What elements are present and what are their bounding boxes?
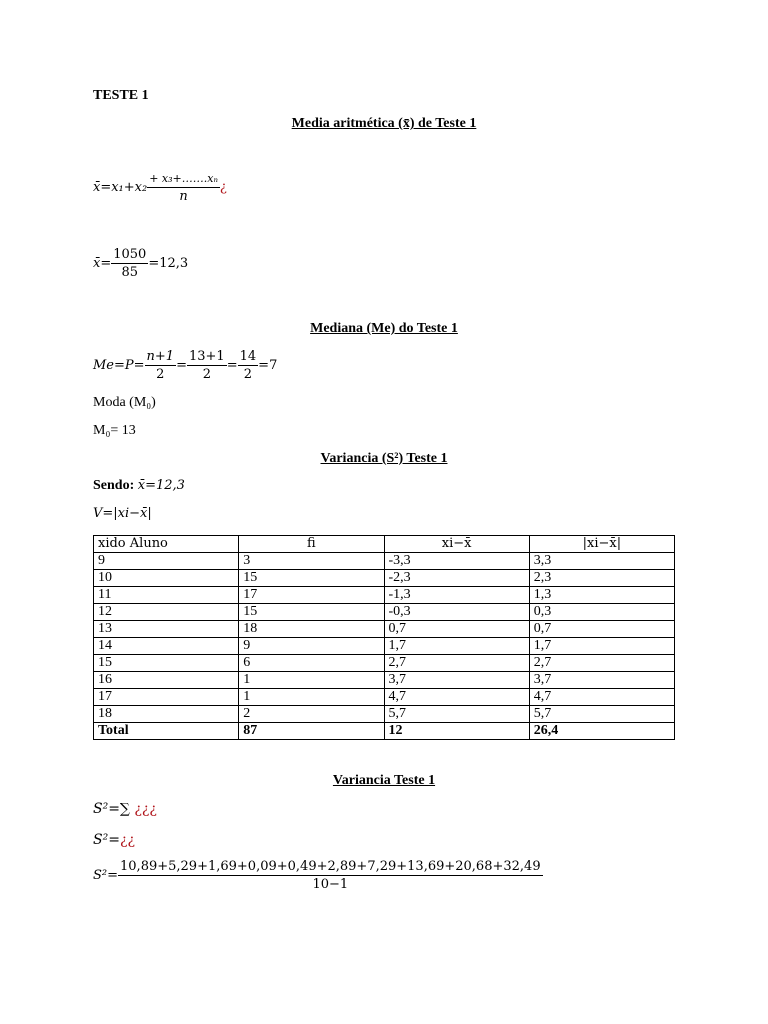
- table-row: [94, 587, 675, 604]
- median-f2-num: 13+1: [189, 349, 225, 364]
- table-row: [94, 655, 675, 672]
- median-equals-2: =: [226, 358, 238, 373]
- table-cell: 12: [94, 604, 239, 621]
- table-row: [94, 604, 675, 621]
- document-title: TESTE 1: [93, 88, 149, 103]
- table-cell: 4,7: [384, 689, 529, 706]
- median-fraction-2: [187, 348, 227, 383]
- table-cell: 11: [94, 587, 239, 604]
- header-fi: fi: [239, 536, 384, 553]
- table-cell: 3,7: [529, 672, 674, 689]
- s2-line-3-fraction: [118, 858, 543, 893]
- table-cell: 2,3: [529, 570, 674, 587]
- table-cell: 1,3: [529, 587, 674, 604]
- table-cell: 14: [94, 638, 239, 655]
- table-cell: 0,7: [384, 621, 529, 638]
- total-deviation: 12: [384, 723, 529, 740]
- frequency-table: [93, 535, 675, 740]
- table-cell: 16: [94, 672, 239, 689]
- median-fraction-1: [145, 348, 177, 383]
- total-abs-deviation: 26,4: [529, 723, 674, 740]
- mean-value-numerator: 1050: [113, 247, 147, 262]
- mode-value: M₀= 13: [93, 423, 136, 438]
- median-result: =7: [258, 358, 278, 373]
- table-cell: 10: [94, 570, 239, 587]
- table-header-row: [94, 536, 675, 553]
- total-label: Total: [94, 723, 239, 740]
- v-formula-text: V=|xi−x̄|: [93, 506, 152, 521]
- table-cell: 15: [94, 655, 239, 672]
- sendo-label: Sendo:: [93, 478, 135, 493]
- table-cell: 6: [239, 655, 384, 672]
- variance-s2-heading-text: Variancia (S²) Teste 1: [320, 451, 448, 466]
- s2-line-3: [93, 858, 543, 893]
- median-heading: [0, 321, 768, 337]
- table-cell: -2,3: [384, 570, 529, 587]
- mean-value-fraction: [111, 246, 148, 281]
- table-cell: 2,7: [529, 655, 674, 672]
- s2-line-1-lhs: S²=∑: [93, 801, 130, 817]
- variance-s2-heading: [0, 451, 768, 467]
- mean-general-numerator: + x₃+…….xₙ: [147, 170, 220, 188]
- total-fi: 87: [239, 723, 384, 740]
- table-cell: 5,7: [529, 706, 674, 723]
- s2-line-2: [93, 832, 135, 848]
- mean-value-lhs: x̄=: [93, 256, 112, 271]
- table-cell: -3,3: [384, 553, 529, 570]
- table-cell: 1: [239, 689, 384, 706]
- table-cell: 15: [239, 604, 384, 621]
- median-f1-num: n+1: [146, 349, 175, 364]
- median-heading-text: Mediana (Me) do Teste 1: [310, 321, 458, 336]
- table-cell: 1: [239, 672, 384, 689]
- table-row: [94, 553, 675, 570]
- median-equals-1: =: [176, 358, 187, 373]
- mean-general-denominator: n: [179, 189, 188, 204]
- table-cell: 15: [239, 570, 384, 587]
- table-cell: 0,7: [529, 621, 674, 638]
- median-f3-den: 2: [243, 367, 253, 382]
- variance-heading-text: Variancia Teste 1: [332, 773, 436, 788]
- s2-line-3-denominator: 10−1: [312, 877, 349, 892]
- table-cell: -1,3: [384, 587, 529, 604]
- sendo-line: [93, 478, 185, 494]
- table-cell: 18: [94, 706, 239, 723]
- table-cell: 3,3: [529, 553, 674, 570]
- mean-value-formula: [93, 246, 188, 281]
- table-cell: 5,7: [384, 706, 529, 723]
- mean-heading-text: Media aritmética (x̄) de Teste 1: [291, 116, 477, 131]
- table-cell: -0,3: [384, 604, 529, 621]
- mean-general-fraction: [147, 170, 220, 205]
- mean-value-denominator: 85: [121, 265, 139, 280]
- s2-line-2-red: ¿¿: [119, 832, 135, 848]
- table-row: [94, 621, 675, 638]
- median-fraction-3: [238, 348, 259, 383]
- table-cell: 4,7: [529, 689, 674, 706]
- table-cell: 2,7: [384, 655, 529, 672]
- table-cell: 3: [239, 553, 384, 570]
- median-lhs: Me=P=: [93, 358, 145, 373]
- mean-value-rhs: =12,3: [148, 256, 189, 271]
- s2-line-2-lhs: S²=: [93, 832, 120, 848]
- mean-heading: [0, 116, 768, 132]
- table-total-row: [94, 723, 675, 740]
- mean-general-formula: [93, 170, 227, 205]
- table-cell: 13: [94, 621, 239, 638]
- s2-line-1: [93, 801, 157, 817]
- header-deviation: xi−x̄: [384, 536, 529, 553]
- s2-line-3-numerator: 10,89+5,29+1,69+0,09+0,49+2,89+7,29+13,69+20,68+32,49: [120, 859, 541, 874]
- table-row: [94, 689, 675, 706]
- median-f3-num: 14: [239, 349, 257, 364]
- variance-heading: [0, 773, 768, 789]
- table-row: [94, 672, 675, 689]
- table-cell: 18: [239, 621, 384, 638]
- header-abs-deviation: |xi−x̄|: [529, 536, 674, 553]
- median-f2-den: 2: [202, 367, 211, 382]
- table-cell: 17: [94, 689, 239, 706]
- mean-general-lhs: x̄=x₁+x₂: [93, 180, 148, 195]
- median-formula: [93, 348, 277, 383]
- table-cell: 9: [94, 553, 239, 570]
- table-cell: 0,3: [529, 604, 674, 621]
- table-cell: 1,7: [529, 638, 674, 655]
- s2-line-3-lhs: S²=: [93, 868, 119, 883]
- table-row: [94, 706, 675, 723]
- table-cell: 17: [239, 587, 384, 604]
- table-row: [94, 638, 675, 655]
- table-cell: 9: [239, 638, 384, 655]
- table-cell: 1,7: [384, 638, 529, 655]
- median-f1-den: 2: [156, 367, 165, 382]
- s2-line-1-red: ¿¿¿: [134, 801, 157, 817]
- table-cell: 3,7: [384, 672, 529, 689]
- mode-label: Moda (M₀): [93, 395, 156, 410]
- table-row: [94, 570, 675, 587]
- table-cell: 2: [239, 706, 384, 723]
- v-formula: [93, 506, 152, 522]
- sendo-value: x̄=12,3: [137, 478, 185, 493]
- mean-general-tail: ¿: [219, 180, 227, 195]
- header-xi: xido Aluno: [94, 536, 239, 553]
